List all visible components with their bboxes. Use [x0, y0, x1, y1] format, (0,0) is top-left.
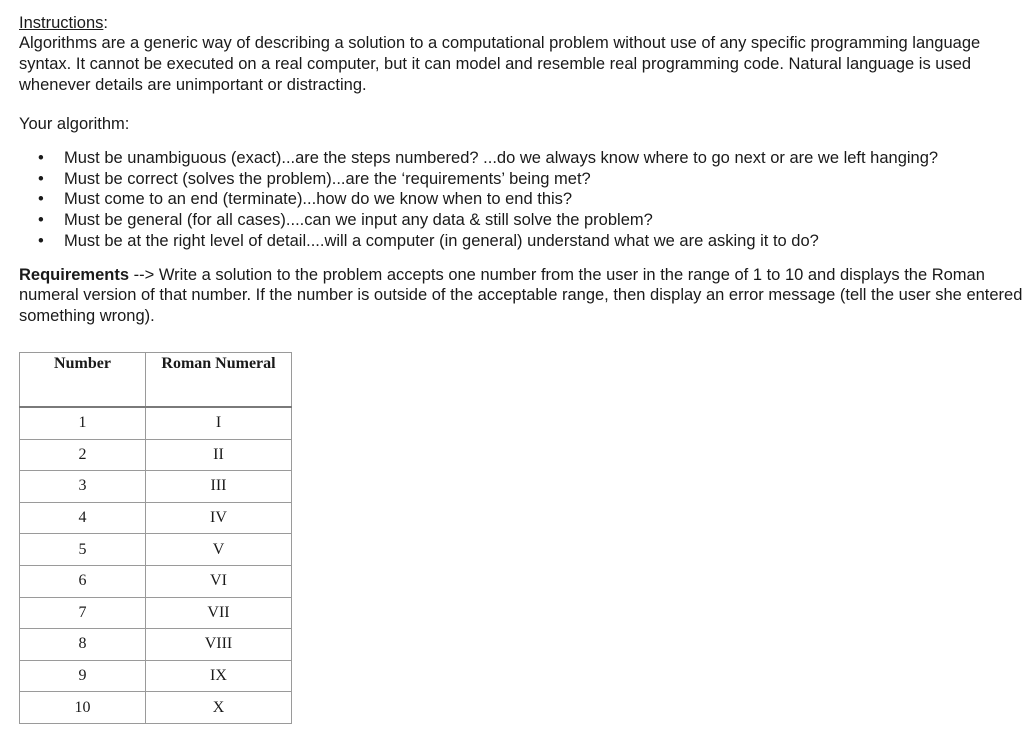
header-roman-numeral: Roman Numeral: [146, 353, 292, 408]
cell-number: 8: [20, 629, 146, 661]
cell-roman: III: [146, 471, 292, 503]
cell-number: 7: [20, 597, 146, 629]
table-row: [20, 439, 292, 471]
table-header-row: [20, 353, 292, 408]
instructions-heading-colon: :: [103, 14, 108, 32]
cell-roman: VIII: [146, 629, 292, 661]
cell-roman: V: [146, 534, 292, 566]
bullet-dot-icon: •: [38, 149, 44, 167]
table-row: [20, 660, 292, 692]
cell-roman: VI: [146, 565, 292, 597]
algorithm-label: Your algorithm:: [19, 115, 130, 133]
bullet-item: [19, 169, 1024, 190]
bullet-text: Must be correct (solves the problem)...are the ‘requirements’ being met?: [64, 169, 591, 188]
header-number: Number: [20, 353, 146, 408]
bullet-item: [19, 189, 1024, 210]
table-row: [20, 565, 292, 597]
bullet-text: Must be unambiguous (exact)...are the steps numbered? ...do we always know where to go next or are we left hanging?: [64, 149, 939, 167]
bullet-dot-icon: •: [38, 169, 44, 188]
table-row: [20, 502, 292, 534]
bullet-dot-icon: •: [38, 211, 44, 230]
cell-number: 9: [20, 660, 146, 692]
table-row: [20, 597, 292, 629]
table-row: [20, 629, 292, 661]
cell-roman: II: [146, 439, 292, 471]
cell-roman: IX: [146, 660, 292, 692]
requirements-paragraph: [19, 265, 1024, 327]
bullet-text: Must be at the right level of detail....will a computer (in general) understand what we are asking it to do?: [64, 231, 819, 250]
bullet-item: [19, 231, 1024, 252]
cell-roman: X: [146, 692, 292, 724]
cell-roman: VII: [146, 597, 292, 629]
bullet-text: Must come to an end (terminate)...how do we know when to end this?: [64, 190, 573, 209]
instructions-heading-text: Instructions: [19, 14, 104, 32]
table-row: [20, 534, 292, 566]
table-row: [20, 471, 292, 503]
bullet-text: Must be general (for all cases)....can we input any data & still solve the problem?: [64, 211, 653, 230]
instructions-heading: [19, 13, 1024, 33]
cell-number: 10: [20, 692, 146, 724]
roman-numeral-table: [19, 352, 292, 724]
cell-number: 5: [20, 534, 146, 566]
cell-number: 2: [20, 439, 146, 471]
bullet-dot-icon: •: [38, 231, 44, 250]
cell-number: 1: [20, 407, 146, 439]
cell-number: 4: [20, 502, 146, 534]
requirements-label: Requirements: [19, 265, 130, 284]
instructions-paragraph: Algorithms are a generic way of describing a solution to a computational problem without use of any specific programming language syntax. It cannot be executed on a real computer, but it can model and resemble real programming code. Natural language is used whenever details are unimportant or distracting.: [19, 34, 981, 94]
cell-number: 3: [20, 471, 146, 503]
algorithm-bullet-list: [19, 148, 1024, 252]
document-body: [19, 13, 1024, 326]
table-row: [20, 692, 292, 724]
bullet-item: [19, 148, 1024, 169]
cell-number: 6: [20, 565, 146, 597]
bullet-item: [19, 210, 1024, 231]
cell-roman: IV: [146, 502, 292, 534]
requirements-text: --> Write a solution to the problem accepts one number from the user in the range of 1 to 10 and displays the Roman numeral version of that number. If the number is outside of the acceptable range, then display an error message (tell the user she entered something wrong).: [19, 265, 1023, 325]
bullet-dot-icon: •: [38, 190, 44, 209]
table-row: [20, 407, 292, 439]
cell-roman: I: [146, 407, 292, 439]
